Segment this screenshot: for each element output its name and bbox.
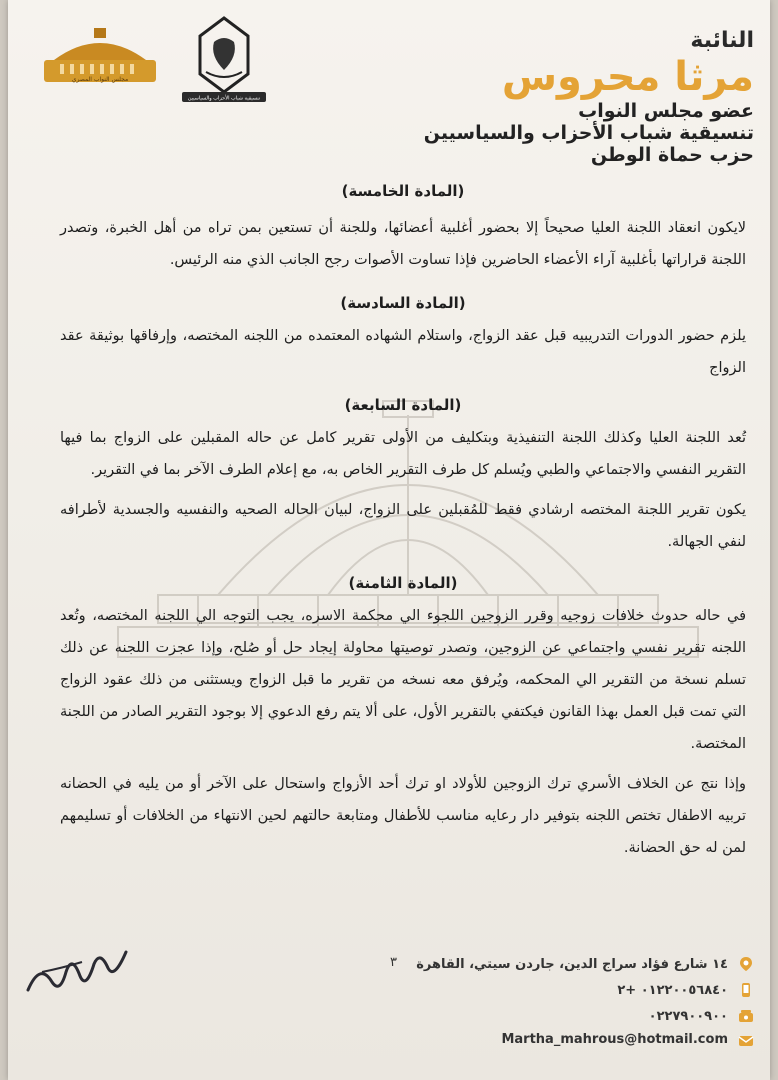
article-heading: (المادة السابعة): [344, 396, 462, 414]
mobile-number: ٠١٢٢٠٠٥٦٨٤٠ +٢: [617, 983, 728, 998]
document-body: [60, 182, 746, 864]
coordination-logo: [178, 12, 270, 104]
mp-name: مرثا محروس: [501, 54, 754, 100]
parliament-logo-text: مجلس النواب المصري: [71, 76, 129, 83]
email-icon: [738, 1033, 754, 1049]
coordination-logo-text: تنسيقية شباب الأحزاب والسياسيين: [187, 95, 261, 102]
parliament-logo: [40, 24, 160, 84]
article-paragraph: وإذا نتج عن الخلاف الأسري ترك الزوجين للأولاد او ترك أحد الأزواج واستحال على الآخر أو من يليه في الحضانه تربيه الاطفال تختص اللجنه بتوفير دار رعايه مناسب للأطفال ومتابعة حالتهم لحين الانتهاء من الخلافات أو تسليمهم لمن له حق الحضانة.: [60, 776, 746, 856]
phone-number: ٠٢٢٧٩٠٠٩٠٠: [648, 1009, 728, 1024]
article-paragraph: في حاله حدوث خلافات زوجيه وقرر الزوجين اللجوء الي محكمة الاسره، يجب التوجه الي اللجنه المختصه، وتُعد اللجنه تقرير نفسي واجتماعي عن الزوجين، وتصدر توصيتها محاولة إيجاد حل أو صُلح، وإذا عجزت اللجنه عن ذلك تسلم نسخة من التقرير الي المحكمه، ويُرفق معه نسخه من تقرير ما قبل الزواج ويستثنى من ذلك عقود الزواج التي تمت قبل العمل بهذا القانون فيكتفي بالتقرير الأول، على ألا يتم رفع الدعوي إلا بوجود التقرير الصادر من اللجنة المختصة.: [60, 608, 746, 752]
article-paragraph: يكون تقرير اللجنة المختصه ارشادي فقط للمُقبلين على الزواج، لبيان الحاله الصحيه والنفسيه والجسدية لأطرافه لنفي الجهالة.: [60, 502, 746, 550]
affiliation-line: حزب حماة الوطن: [590, 144, 754, 166]
email-address[interactable]: Martha_mahrous@hotmail.com: [501, 1032, 728, 1047]
article-7: [60, 396, 746, 558]
page-number: ٣: [390, 955, 397, 970]
location-pin-icon: [738, 956, 754, 972]
article-heading: (المادة السادسة): [340, 294, 466, 312]
article-heading: (المادة الثامنة): [348, 574, 458, 592]
article-heading: (المادة الخامسة): [341, 182, 465, 200]
article-6: [60, 294, 746, 384]
article-8: [60, 574, 746, 864]
affiliation-line: عضو مجلس النواب: [578, 100, 754, 122]
landline-phone-icon: [738, 1008, 754, 1024]
mobile-phone-icon: [738, 982, 754, 998]
letterhead: [334, 28, 754, 166]
affiliation-line: تنسيقية شباب الأحزاب والسياسيين: [423, 122, 754, 144]
letter-page: [8, 0, 770, 1080]
address: ١٤ شارع فؤاد سراج الدين، جاردن سيتي، القاهرة: [416, 957, 728, 972]
contact-footer: [8, 950, 770, 1060]
article-paragraph: تُعد اللجنة العليا وكذلك اللجنة التنفيذية وبتكليف من الأولى تقرير كامل عن حاله المقبلين على الزواج بما فيها التقرير النفسي والاجتماعي والطبي ويُسلم كل طرف التقرير الخاص به، مع إعلام الطرف الآخر بما في التقرير.: [60, 430, 746, 478]
article-paragraph: لايكون انعقاد اللجنة العليا صحيحاً إلا بحضور أغلبية أعضائها، وللجنة أن تستعين بمن تراه من أهل الخبرة، وتصدر اللجنة قراراتها بأغلبية آراء الأعضاء الحاضرين فإذا تساوت الأصوات رجح الجانب الذي منه الرئيس.: [60, 220, 746, 268]
honorific: النائبة: [690, 28, 754, 53]
article-paragraph: يلزم حضور الدورات التدريبيه قبل عقد الزواج، واستلام الشهاده المعتمده من اللجنه المختصه، وإرفاقها بوثيقة عقد الزواج: [60, 328, 746, 376]
article-5: [60, 182, 746, 276]
